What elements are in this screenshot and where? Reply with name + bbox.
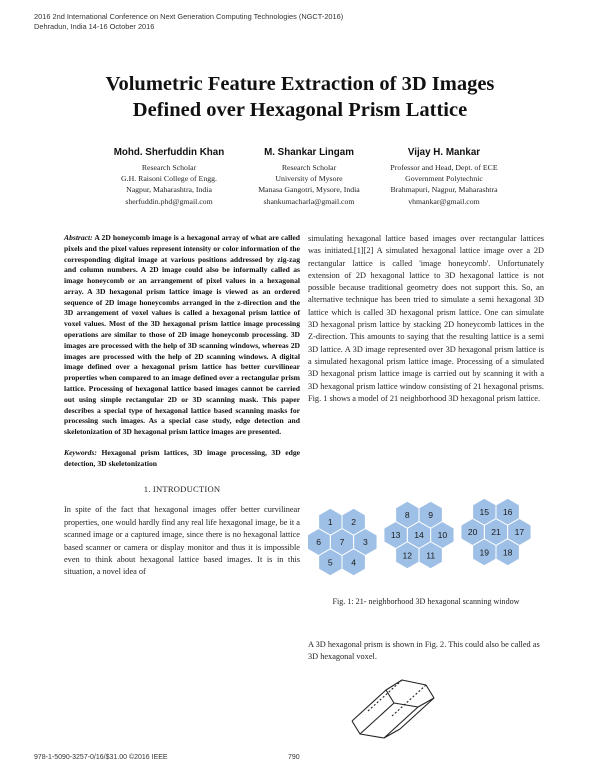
author-email: sherfuddin.phd@gmail.com bbox=[125, 196, 213, 206]
hex-label: 11 bbox=[426, 550, 436, 561]
author-location: Manasa Gangotri, Mysore, India bbox=[258, 185, 360, 195]
author-affiliation: Government Polytechnic bbox=[405, 174, 483, 184]
title-line-1: Volumetric Feature Extraction of 3D Images bbox=[105, 73, 495, 95]
conference-line-1: 2016 2nd International Conference on Next Generation Computing Technologies (NGCT-2016) bbox=[34, 12, 344, 21]
hex-label: 12 bbox=[402, 550, 413, 561]
figure-2-intro-paragraph: A 3D hexagonal prism is shown in Fig. 2. This could also be called as 3D hexagonal voxel. bbox=[308, 640, 540, 662]
hex-label: 10 bbox=[437, 530, 448, 540]
author-title: Professor and Head, Dept. of ECE bbox=[390, 163, 498, 172]
hex-label: 20 bbox=[467, 527, 478, 537]
hex-label: 3 bbox=[362, 537, 368, 547]
title-line-2: Defined over Hexagonal Prism Lattice bbox=[132, 99, 468, 121]
conference-header bbox=[34, 12, 343, 32]
author-location: Brahmapuri, Nagpur, Maharashtra bbox=[390, 185, 498, 195]
author-affiliation: University of Mysore bbox=[275, 174, 343, 184]
prism-hidden-edge bbox=[392, 685, 426, 716]
author-block-1 bbox=[94, 146, 244, 207]
author-affiliation: G.H. Raisoni College of Engg. bbox=[121, 174, 217, 184]
hexagonal-prism-figure bbox=[340, 676, 470, 746]
keywords bbox=[64, 448, 300, 470]
keywords-label: Keywords: bbox=[64, 447, 97, 457]
hex-label: 9 bbox=[428, 509, 434, 520]
author-title: Research Scholar bbox=[141, 163, 197, 172]
prism-top-face bbox=[386, 680, 434, 707]
abstract-label: Abstract: bbox=[64, 233, 93, 242]
figure-1-hexagonal-scanning-window bbox=[308, 493, 544, 611]
hex-label: 5 bbox=[327, 557, 333, 568]
prism-edge bbox=[384, 707, 418, 738]
right-column-paragraph: simulating hexagonal lattice based images over rectangular lattices was initiated.[1][2] A simulated hexagonal lattice image over a 2D rectangular lattice is called 'image honeycomb'. Unfortunately extension of 2D hexagonal lattice to 3D hexagonal lattice is not possible because traditional geometry does not support this. So, an alternative technique has been tried to simulate a semi hexagonal 3D lattice which is called 3D hexagonal prism lattice. One can simulate 3D hexagonal prism lattice by stacking 2D honeycomb lattices in the Z-direction. This amounts to saying that the resulting lattice is a semi 3D lattice. A 3D image represented over 3D hexagonal prism lattice is a simulated hexagonal prism lattice image. Processing of a simulated 3D hexagonal prism lattice image is carried out by scanning it with a 3D hexagonal prism lattice window consisting of 21 hexagonal prisms. Fig. 1 shows a model of 21 neighborhood 3D hexagonal prism lattice. bbox=[308, 234, 544, 403]
figure-1-caption: Fig. 1: 21- neighborhood 3D hexagonal scanning window bbox=[332, 597, 520, 606]
author-email: shankumacharla@gmail.com bbox=[263, 196, 355, 206]
abstract-text: A 2D honeycomb image is a hexagonal array of what are called pixels and the pixel values represent intensity or color information of the corresponding digital image at various positions addressed by zig-zag and column numbers. A 2D image could also be informally called as image honeycomb or an arrangement of pixel values in a hexagonal array. A 3D hexagonal prism lattice image is viewed as an ordered sequence of 2D image honeycombs arranged in the z-direction and the 3D arrangement of voxel values is called a hexagonal prism lattice of voxel values. Most of the 3D hexagonal prism lattice image processing operations are similar to those of 2D image honeycomb processing. 3D images are processed with the help of 3D scanning windows, whereas 2D images are processed with the help of 2D scanning windows. A digital image defined over a hexagonal prism lattice has better curvilinear properties when compared to an image defined over a rectangular prism lattice. Processing of hexagonal lattice based images cannot be carried out using simple rectangular 2D or 3D scanning mask. This paper describes a special type of hexagonal lattice based scanning masks for processing such images. As a special case study, edge detection and skeletonization of 3D hexagonal prism lattice images are presented. bbox=[64, 233, 300, 437]
hex-label: 15 bbox=[479, 506, 490, 517]
hex-label: 1 bbox=[327, 516, 333, 527]
hex-label: 4 bbox=[351, 557, 357, 568]
hex-label: 19 bbox=[479, 547, 490, 558]
hex-label: 16 bbox=[502, 506, 513, 517]
prism-edge bbox=[400, 698, 434, 729]
author-block-3 bbox=[374, 146, 514, 207]
hex-label: 7 bbox=[339, 537, 345, 547]
hex-label: 17 bbox=[514, 527, 525, 537]
prism-edge bbox=[352, 690, 386, 721]
author-name: Mohd. Sherfuddin Khan bbox=[113, 147, 225, 158]
author-email: vhmankar@gmail.com bbox=[408, 196, 480, 206]
hex-label: 13 bbox=[390, 530, 401, 540]
left-column bbox=[64, 233, 300, 579]
hex-label: 14 bbox=[414, 530, 424, 540]
hex-label: 21 bbox=[491, 527, 501, 537]
conference-line-2: Dehradun, India 14-16 October 2016 bbox=[34, 22, 155, 31]
prism-hidden-edge bbox=[368, 680, 402, 711]
paper-title bbox=[40, 71, 560, 123]
footer-copyright: 978-1-5090-3257-0/16/$31.00 ©2016 IEEE bbox=[34, 754, 168, 761]
footer-page-number: 790 bbox=[288, 754, 300, 761]
introduction-paragraph: In spite of the fact that hexagonal images offer better curvilinear properties, one would hardly find any real life hexagonal image, be it a scanned image or a captured image, since there is no hexagonal lattice based scanner or camera or display monitor and thus it is impossible even to think about hexagonal lattice based images. It is in this situation, a novel idea of bbox=[64, 505, 300, 577]
hex-label: 6 bbox=[316, 537, 322, 547]
hex-label: 2 bbox=[351, 516, 357, 527]
hex-label: 18 bbox=[502, 547, 513, 558]
author-block-2 bbox=[244, 146, 374, 207]
prism-edge bbox=[360, 703, 394, 734]
author-title: Research Scholar bbox=[281, 163, 337, 172]
abstract bbox=[64, 233, 300, 438]
author-name: M. Shankar Lingam bbox=[264, 147, 354, 158]
section-heading-introduction: 1. INTRODUCTION bbox=[143, 484, 221, 495]
author-location: Nagpur, Maharashtra, India bbox=[126, 185, 212, 195]
right-column bbox=[308, 233, 544, 662]
hex-label: 8 bbox=[404, 509, 410, 520]
keywords-text: Hexagonal prism lattices, 3D image processing, 3D edge detection, 3D skeletonization bbox=[64, 447, 300, 468]
author-name: Vijay H. Mankar bbox=[407, 147, 481, 158]
